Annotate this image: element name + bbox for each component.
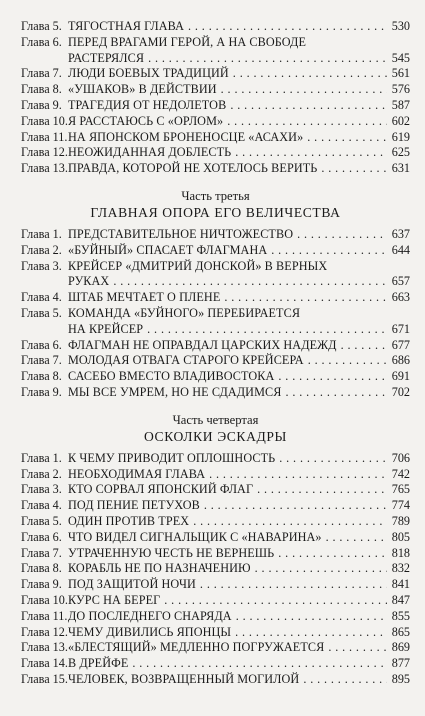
chapter-number: Глава 12. [21,145,68,160]
toc-entry [21,385,410,401]
page-number: 619 [391,129,410,144]
page-number: 657 [391,274,410,289]
toc-entry [21,353,410,369]
chapter-title: НА ЯПОНСКОМ БРОНЕНОСЦЕ «АСАХИ» [68,129,304,144]
table-of-contents [21,19,410,688]
dot-leader [236,609,387,625]
toc-entry [21,467,410,483]
chapter-title: КУРС НА БЕРЕГ [68,592,161,607]
chapter-title: ЛЮДИ БОЕВЫХ ТРАДИЦИЙ [68,66,229,81]
chapter-number: Глава 5. [21,513,62,528]
dot-leader [307,130,387,146]
chapter-title: МЫ ВСЕ УМРЕМ, НО НЕ СДАДИМСЯ [68,384,282,399]
toc-entry [21,161,410,177]
dot-leader [308,353,387,369]
toc-entry [21,656,410,672]
chapter-number: Глава 4. [21,290,62,305]
chapter-title: НЕОЖИДАННАЯ ДОБЛЕСТЬ [68,145,232,160]
dot-leader [233,66,387,82]
page-number: 671 [391,321,410,336]
toc-entry [21,19,410,35]
chapter-number: Глава 5. [21,305,62,320]
toc-entry [21,145,410,161]
chapter-title: УТРАЧЕННУЮ ЧЕСТЬ НЕ ВЕРНЕШЬ [68,545,275,560]
chapter-number: Глава 14. [21,656,68,671]
chapter-number: Глава 15. [21,671,68,686]
page-number: 561 [391,66,410,81]
page-number: 865 [391,624,410,639]
chapter-title: ЧЕЛОВЕК, ВОЗВРАЩЕННЫЙ МОГИЛОЙ [68,671,300,686]
page-number: 576 [391,82,410,97]
toc-part2-list [21,19,410,177]
dot-leader [328,640,387,656]
dot-leader [235,145,387,161]
chapter-number: Глава 6. [21,337,62,352]
page-number: 706 [391,450,410,465]
chapter-title: ЧТО ВИДЕЛ СИГНАЛЬЩИК С «НАВАРИНА» [68,529,322,544]
toc-entry [21,338,410,354]
toc-entry [21,609,410,625]
page-number: 602 [391,113,410,128]
toc-entry [21,482,410,498]
chapter-number: Глава 7. [21,66,62,81]
dot-leader [209,467,387,483]
page-number: 805 [391,529,410,544]
chapter-title: НЕОБХОДИМАЯ ГЛАВА [68,466,206,481]
part-label: Часть третья [181,188,250,203]
chapter-title: КТО СОРВАЛ ЯПОНСКИЙ ФЛАГ [68,482,254,497]
part-title: ГЛАВНАЯ ОПОРА ЕГО ВЕЛИЧЕСТВА [90,204,341,220]
dot-leader [193,514,387,530]
dot-leader [221,82,387,98]
chapter-title: КОМАНДА «БУЙНОГО» ПЕРЕБИРАЕТСЯ [68,305,301,320]
chapter-title: ФЛАГМАН НЕ ОПРАВДАЛ ЦАРСКИХ НАДЕЖД [68,337,337,352]
dot-leader [278,546,387,562]
dot-leader [279,451,387,467]
dot-leader [341,338,387,354]
page-number: 774 [391,498,410,513]
chapter-number: Глава 7. [21,353,62,368]
dot-leader [278,369,387,385]
toc-entry-continuation [21,274,410,290]
toc-entry [21,451,410,467]
chapter-title: ОДИН ПРОТИВ ТРЕХ [68,513,190,528]
chapter-title: В ДРЕЙФЕ [68,656,129,671]
chapter-number: Глава 11. [21,129,68,144]
dot-leader [188,19,387,35]
chapter-number: Глава 9. [21,97,62,112]
page-number: 895 [391,671,410,686]
chapter-title: «БУЙНЫЙ» СПАСАЕТ ФЛАГМАНА [68,242,268,257]
page-number: 545 [391,50,410,65]
chapter-title: «БЛЕСТЯЩИЙ» МЕДЛЕННО ПОГРУЖАЕТСЯ [68,640,325,655]
toc-entry [21,625,410,641]
toc-part4-list [21,451,410,688]
chapter-number: Глава 2. [21,466,62,481]
chapter-number: Глава 13. [21,161,68,176]
page-number: 644 [391,242,410,257]
chapter-number: Глава 9. [21,384,62,399]
page-number: 677 [391,337,410,352]
toc-entry [21,593,410,609]
chapter-title: ПОД ПЕНИЕ ПЕТУХОВ [68,498,200,513]
dot-leader [200,577,387,593]
dot-leader [147,322,387,338]
chapter-number: Глава 8. [21,561,62,576]
chapter-title: ПОД ЗАЩИТОЙ НОЧИ [68,577,196,592]
dot-leader [164,593,387,609]
page-number: 742 [391,466,410,481]
toc-entry [21,530,410,546]
page-number: 625 [391,145,410,160]
toc-entry [21,66,410,82]
chapter-number: Глава 3. [21,482,62,497]
dot-leader [285,385,387,401]
toc-entry [21,672,410,688]
page-number: 832 [391,561,410,576]
chapter-number: Глава 12. [21,624,68,639]
toc-entry [21,130,410,146]
chapter-title: К ЧЕМУ ПРИВОДИТ ОПЛОШНОСТЬ [68,450,276,465]
page-number: 702 [391,384,410,399]
chapter-title: ЧЕМУ ДИВИЛИСЬ ЯПОНЦЫ [68,624,232,639]
chapter-number: Глава 5. [21,19,62,33]
toc-entry [21,546,410,562]
dot-leader [204,498,387,514]
toc-entry [21,243,410,259]
toc-part3-list [21,227,410,401]
toc-entry [21,514,410,530]
toc-entry [21,35,410,51]
dot-leader [230,98,387,114]
toc-entry [21,290,410,306]
toc-entry [21,227,410,243]
dot-leader [235,625,387,641]
dot-leader [271,243,387,259]
page-number: 587 [391,97,410,112]
page-number: 789 [391,513,410,528]
chapter-title: ШТАБ МЕЧТАЕТ О ПЛЕНЕ [68,290,221,305]
dot-leader [224,290,387,306]
page-number: 855 [391,608,410,623]
chapter-title: ПЕРЕД ВРАГАМИ ГЕРОЙ, А НА СВОБОДЕ [68,34,307,49]
page-number: 686 [391,353,410,368]
chapter-title: ТРАГЕДИЯ ОТ НЕДОЛЕТОВ [68,97,227,112]
chapter-title: «УШАКОВ» В ДЕЙСТВИИ [68,82,217,97]
toc-entry [21,82,410,98]
chapter-title: ПРАВДА, КОТОРОЙ НЕ ХОТЕЛОСЬ ВЕРИТЬ [68,161,318,176]
chapter-number: Глава 1. [21,450,62,465]
chapter-title: ДО ПОСЛЕДНЕГО СНАРЯДА [68,608,232,623]
toc-entry-continuation [21,51,410,67]
page-number: 765 [391,482,410,497]
chapter-number: Глава 10. [21,113,68,128]
chapter-title: ТЯГОСТНАЯ ГЛАВА [68,19,185,33]
page-number: 841 [391,577,410,592]
toc-entry [21,306,410,322]
page-number: 847 [391,592,410,607]
chapter-number: Глава 2. [21,242,62,257]
chapter-number: Глава 11. [21,608,68,623]
chapter-number: Глава 8. [21,369,62,384]
dot-leader [257,482,387,498]
dot-leader [255,561,387,577]
toc-entry [21,369,410,385]
chapter-title-cont: РУКАХ [68,274,110,289]
dot-leader [326,530,387,546]
dot-leader [297,227,387,243]
dot-leader [227,114,387,130]
chapter-title: МОЛОДАЯ ОТВАГА СТАРОГО КРЕЙСЕРА [68,353,304,368]
dot-leader [148,51,387,67]
chapter-number: Глава 9. [21,577,62,592]
page-number: 637 [391,226,410,241]
toc-entry [21,577,410,593]
chapter-title-cont: НА КРЕЙСЕР [68,321,144,336]
toc-entry [21,114,410,130]
chapter-number: Глава 10. [21,592,68,607]
chapter-number: Глава 4. [21,498,62,513]
page-number: 869 [391,640,410,655]
chapter-number: Глава 13. [21,640,68,655]
chapter-number: Глава 3. [21,258,62,273]
chapter-title: Я РАССТАЮСЬ С «ОРЛОМ» [68,113,224,128]
chapter-title-cont: РАСТЕРЯЛСЯ [68,50,145,65]
page-number: 663 [391,290,410,305]
chapter-number: Глава 8. [21,82,62,97]
page-number: 631 [391,161,410,176]
toc-entry [21,259,410,275]
part-title: ОСКОЛКИ ЭСКАДРЫ [143,428,288,444]
toc-entry [21,561,410,577]
part-label: Часть четвертая [172,412,259,427]
chapter-number: Глава 1. [21,226,62,241]
chapter-title: ПРЕДСТАВИТЕЛЬНОЕ НИЧТОЖЕСТВО [68,226,294,241]
chapter-number: Глава 6. [21,34,62,49]
chapter-title: КОРАБЛЬ НЕ ПО НАЗНАЧЕНИЮ [68,561,251,576]
chapter-title: КРЕЙСЕР «ДМИТРИЙ ДОНСКОЙ» В ВЕРНЫХ [68,258,328,273]
chapter-number: Глава 7. [21,545,62,560]
page-number: 818 [391,545,410,560]
chapter-title: САСЕБО ВМЕСТО ВЛАДИВОСТОКА [68,369,275,384]
toc-entry [21,640,410,656]
page-number: 691 [391,369,410,384]
dot-leader [113,274,387,290]
toc-entry [21,98,410,114]
toc-entry-continuation [21,322,410,338]
page-number: 877 [391,656,410,671]
chapter-number: Глава 6. [21,529,62,544]
dot-leader [321,161,387,177]
dot-leader [303,672,387,688]
page-number: 530 [391,19,410,33]
toc-entry [21,498,410,514]
dot-leader [132,656,387,672]
